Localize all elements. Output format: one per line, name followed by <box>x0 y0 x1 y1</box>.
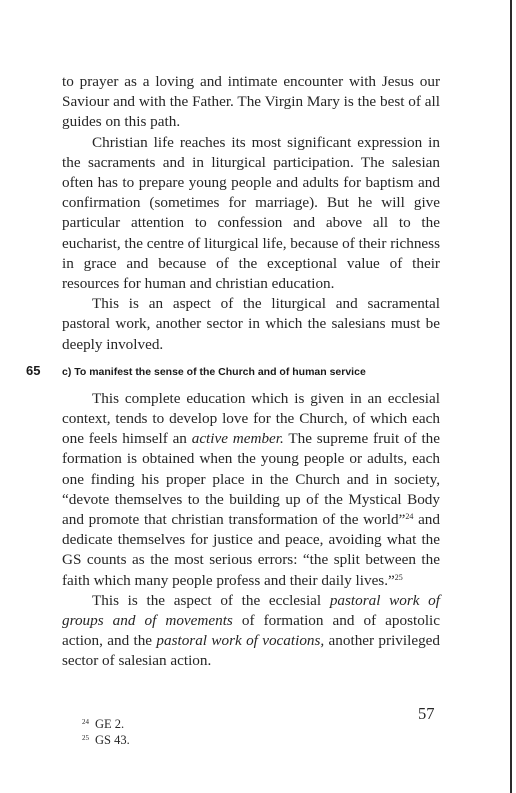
section-heading <box>26 362 440 379</box>
p4-text-d: and dedicate themselves for justice and peace, avoiding what the GS counts as the most serious errors: “the split between the faith which many people profess and their daily lives.” <box>62 511 440 589</box>
page-edge-line <box>510 0 512 793</box>
footnote-item: $^{24}$ GE 2. <box>82 716 125 731</box>
p5-text-c: of formation and of apostolic action, and the <box>62 612 441 650</box>
paragraph-liturgical-aspect: This is an aspect of the liturgical and sacramental pastoral work, another sector in which the salesians must be deeply involved. <box>62 295 440 353</box>
p4-text-a: This complete education which is given in an ecclesial context, tends to develop love for the Church, of which each one feels himself an <box>62 389 440 448</box>
paragraph-ecclesial-aspect <box>62 591 440 672</box>
page-body <box>26 72 441 748</box>
paragraph-sacraments: Christian life reaches its most significant expression in the sacraments and in liturgical participation. The salesian often has to prepare young people and adults for baptism and confirmation (sometimes for marriage). But he will give particular attention to confession and above all to the eucharist, the centre of liturgical life, because of their richness in grace and because of the exceptional value of their resources for human and christian education. <box>62 133 440 293</box>
section-number: 65 <box>26 362 41 378</box>
section-title: c) To manifest the sense of the Church and of human service <box>62 365 366 378</box>
paragraph-prayer: to prayer as a loving and intimate encounter with Jesus our Saviour and with the Father. The Virgin Mary is the best of all guides on this path. <box>62 73 440 131</box>
footnote-ref-25: 25 <box>394 572 403 582</box>
p5-text-a: This is the aspect of the ecclesial <box>92 591 330 609</box>
page-number: 57 <box>418 704 435 723</box>
footnotes <box>82 716 440 748</box>
p5-text-e: another privileged sector of salesian action. <box>62 632 440 670</box>
paragraph-church-education <box>62 389 440 591</box>
p5-emphasis-vocations: pastoral work of vocations, <box>156 632 325 650</box>
p5-emphasis-groups: pastoral work of groups and of movements <box>62 591 440 630</box>
p4-text-c: The supreme fruit of the formation is obtained when the young people or adults, each one finding his proper place in the Church and in society, “devote themselves to the building up of the Mystical Body and promote that christian transformation of the world” <box>62 430 440 529</box>
footnote-ref-24: 24 <box>405 512 414 522</box>
p4-emphasis-active-member: active member. <box>191 430 284 448</box>
footnote-item: $^{25}$ GS 43. <box>82 732 130 747</box>
